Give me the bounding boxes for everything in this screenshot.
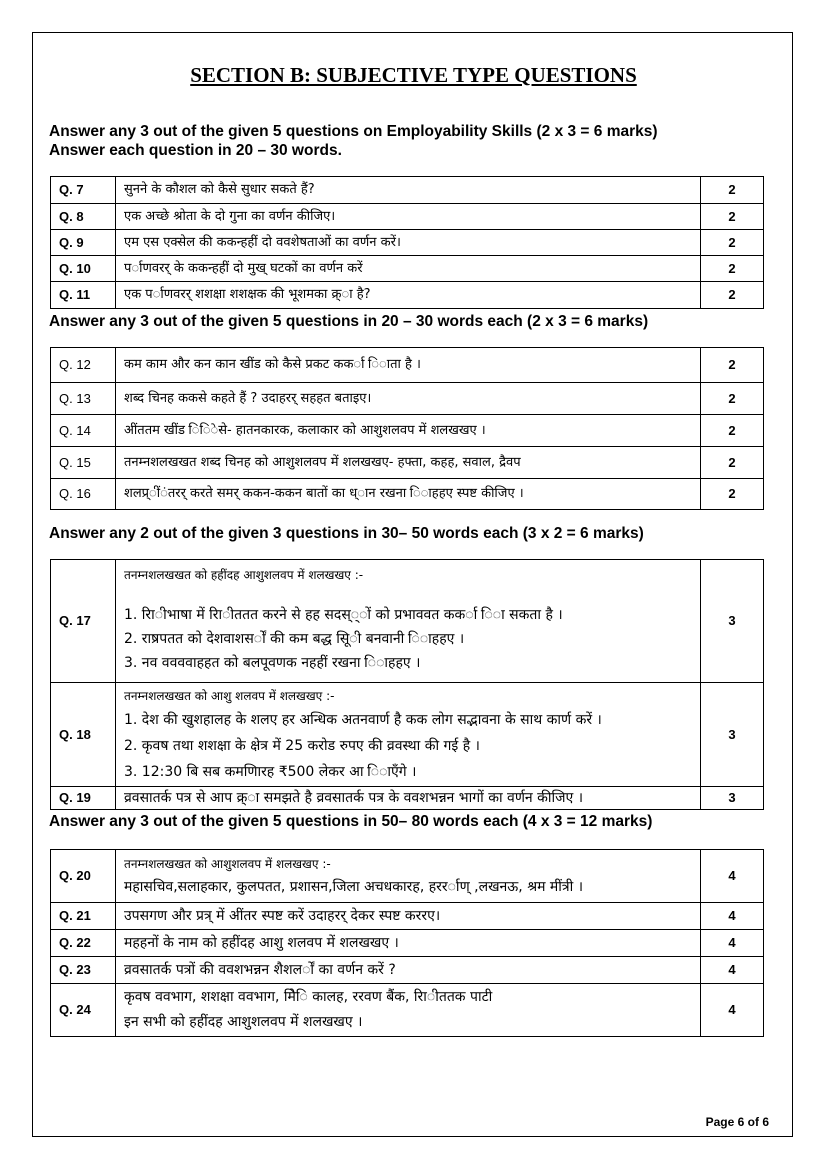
table-row xyxy=(51,177,764,204)
question-number: Q. 20 xyxy=(51,850,116,903)
table-row xyxy=(51,348,764,383)
question-number: Q. 8 xyxy=(51,204,116,230)
table-row xyxy=(51,850,764,903)
question-line: 1. देश की खुशहालह के शलए हर अन्धिक अतनवार्ण है कक लोग सद्भावना के साथ कार्ण करें । xyxy=(124,711,602,728)
question-text: व्रवसातर्क पत्र से आप क्र्◌ा समझते है व्रवसातर्क पत्र के ववशभन्नन भागों का वर्णन कीजिए । xyxy=(116,787,701,810)
question-text: व्रवसातर्क पत्रों की ववशभन्नन शैशलर्◌ों का वर्णन करें ? xyxy=(116,957,701,984)
question-number: Q. 14 xyxy=(51,415,116,447)
question-number: Q. 7 xyxy=(51,177,116,204)
question-marks: 4 xyxy=(701,930,764,957)
question-text: कम काम और कन कान खींड को कैसे प्रकट ककर्◌ा ि◌ाता है । xyxy=(116,348,701,383)
question-text xyxy=(116,560,701,683)
question-marks: 2 xyxy=(701,348,764,383)
question-number: Q. 9 xyxy=(51,230,116,256)
table-row xyxy=(51,204,764,230)
questions-table-1 xyxy=(50,176,764,309)
table-row xyxy=(51,903,764,930)
current-page: 6 xyxy=(737,1115,745,1129)
instruction-group1-line1: Answer any 3 out of the given 5 questions on Employability Skills (2 x 3 = 6 marks) xyxy=(49,123,658,140)
questions-table-4 xyxy=(50,849,764,1037)
question-number: Q. 18 xyxy=(51,683,116,787)
table-row xyxy=(51,479,764,510)
question-number: Q. 16 xyxy=(51,479,116,510)
question-number: Q. 10 xyxy=(51,256,116,282)
question-text: शलप्र्◌ीं◌ंतरर् करते समर् ककन-ककन बातों का ध्◌ान रखना ि◌ाहहए स्पष्ट कीजिए । xyxy=(116,479,701,510)
question-line: 2. राष्रपतत को देशवाशसर्◌ों की कम बद्ध सूि◌ी बनवानी ि◌ाहहए । xyxy=(124,631,465,647)
question-text: एक पर्◌ाणवरर् शशक्षा शशक्षक की भूशमका क्र्◌ा है? xyxy=(116,282,701,309)
question-line: 3. नव ववववाहहत को बलपूवणक नहहीं रखना ि◌ाहहए । xyxy=(124,655,421,671)
page-of: of xyxy=(744,1115,763,1129)
table-row xyxy=(51,787,764,810)
question-number: Q. 17 xyxy=(51,560,116,683)
page-footer xyxy=(706,1115,769,1129)
question-marks: 4 xyxy=(701,850,764,903)
question-text: शब्द चिनह ककसे कहते हैं ? उदाहरर् सहहत बताइए। xyxy=(116,383,701,415)
question-text: एक अच्छे श्रोता के दो गुना का वर्णन कीजिए। xyxy=(116,204,701,230)
table-row xyxy=(51,957,764,984)
question-number: Q. 24 xyxy=(51,984,116,1037)
question-marks: 2 xyxy=(701,383,764,415)
question-line: इन सभी को हहींदह आशुशलवप में शलखखए । xyxy=(124,1014,363,1030)
question-number: Q. 21 xyxy=(51,903,116,930)
question-line: तनम्नशलखखत को हहींदह आशुशलवप में शलखखए :- xyxy=(124,568,364,582)
table-row xyxy=(51,930,764,957)
question-text: एम एस एक्सेल की ककन्हहीं दो ववशेषताओं का वर्णन करें। xyxy=(116,230,701,256)
question-marks: 2 xyxy=(701,230,764,256)
question-number: Q. 23 xyxy=(51,957,116,984)
table-row xyxy=(51,447,764,479)
questions-table-3 xyxy=(50,559,764,810)
total-pages: 6 xyxy=(762,1115,769,1129)
question-line: तनम्नशलखखत को आशु शलवप में शलखखए :- xyxy=(124,688,335,703)
question-marks: 4 xyxy=(701,903,764,930)
question-marks: 2 xyxy=(701,204,764,230)
table-row xyxy=(51,282,764,309)
instruction-group1-line2: Answer each question in 20 – 30 words. xyxy=(49,142,342,159)
question-number: Q. 11 xyxy=(51,282,116,309)
question-line: 2. कृवष तथा शशक्षा के क्षेत्र में 25 करोड रुपए की व्रवस्था की गई है । xyxy=(124,737,480,754)
question-number: Q. 19 xyxy=(51,787,116,810)
question-line: कृवष ववभाग, शशक्षा ववभाग, मेि◌ि कालह, ररवण बैंक, राि◌ीततक पाटी xyxy=(124,989,493,1005)
table-row xyxy=(51,560,764,683)
question-marks: 2 xyxy=(701,256,764,282)
section-title: SECTION B: SUBJECTIVE TYPE QUESTIONS xyxy=(190,63,637,87)
question-text: तनम्नशलखखत शब्द चिनह को आशुशलवप में शलखखए- हफ्ता, कहह, सवाल, द्रैवप xyxy=(116,447,701,479)
table-row xyxy=(51,256,764,282)
question-text xyxy=(116,850,701,903)
question-text xyxy=(116,683,701,787)
question-line: 1. राि◌ीभाषा में राि◌ीततत करने से हह सदस्◌्◌ों को प्रभाववत ककर्◌ा ि◌ा सकता है । xyxy=(124,607,563,623)
question-text xyxy=(116,984,701,1037)
table-row xyxy=(51,383,764,415)
question-text: उपसगण और प्रत्र् में अींतर स्पष्ट करें उदाहरर् देकर स्पष्ट कररए। xyxy=(116,903,701,930)
question-line: तनम्नशलखखत को आशुशलवप में शलखखए :- xyxy=(124,857,331,871)
question-number: Q. 22 xyxy=(51,930,116,957)
question-number: Q. 13 xyxy=(51,383,116,415)
questions-table-2 xyxy=(50,347,764,510)
table-row xyxy=(51,984,764,1037)
question-marks: 4 xyxy=(701,957,764,984)
question-marks: 2 xyxy=(701,479,764,510)
question-marks: 3 xyxy=(701,560,764,683)
question-marks: 2 xyxy=(701,447,764,479)
question-marks: 2 xyxy=(701,282,764,309)
table-row xyxy=(51,683,764,787)
instruction-group4: Answer any 3 out of the given 5 questions in 50– 80 words each (4 x 3 = 12 marks) xyxy=(49,813,653,830)
question-line-spacer xyxy=(124,583,692,603)
question-line: 3. 12:30 बि सब कमणिारह ₹500 लेकर आ ि◌ाएँगे । xyxy=(124,763,417,780)
question-line: महासचिव,सलाहकार, कुलपतत, प्रशासन,जिला अचधकारह, हररर्◌ाण् ,लखनऊ, श्रम मींत्री । xyxy=(124,879,584,895)
instruction-group2: Answer any 3 out of the given 5 questions in 20 – 30 words each (2 x 3 = 6 marks) xyxy=(49,313,649,330)
question-text: पर्◌ाणवरर् के ककन्हहीं दो मुख् घटकों का वर्णन करें xyxy=(116,256,701,282)
instruction-group1 xyxy=(49,122,658,160)
table-row xyxy=(51,415,764,447)
question-marks: 3 xyxy=(701,787,764,810)
question-marks: 3 xyxy=(701,683,764,787)
instruction-group3: Answer any 2 out of the given 3 questions in 30– 50 words each (3 x 2 = 6 marks) xyxy=(49,525,644,542)
question-marks: 2 xyxy=(701,177,764,204)
page-label: Page xyxy=(705,1115,738,1129)
question-text: अींततम खींड ि◌ि◌ेसे- हातनकारक, कलाकार को आशुशलवप में शलखखए । xyxy=(116,415,701,447)
question-number: Q. 15 xyxy=(51,447,116,479)
question-marks: 4 xyxy=(701,984,764,1037)
question-marks: 2 xyxy=(701,415,764,447)
table-row xyxy=(51,230,764,256)
question-number: Q. 12 xyxy=(51,348,116,383)
question-text: महहनों के नाम को हहींदह आशु शलवप में शलखखए । xyxy=(116,930,701,957)
question-text: सुनने के कौशल को कैसे सुधार सकते हैं? xyxy=(116,177,701,204)
